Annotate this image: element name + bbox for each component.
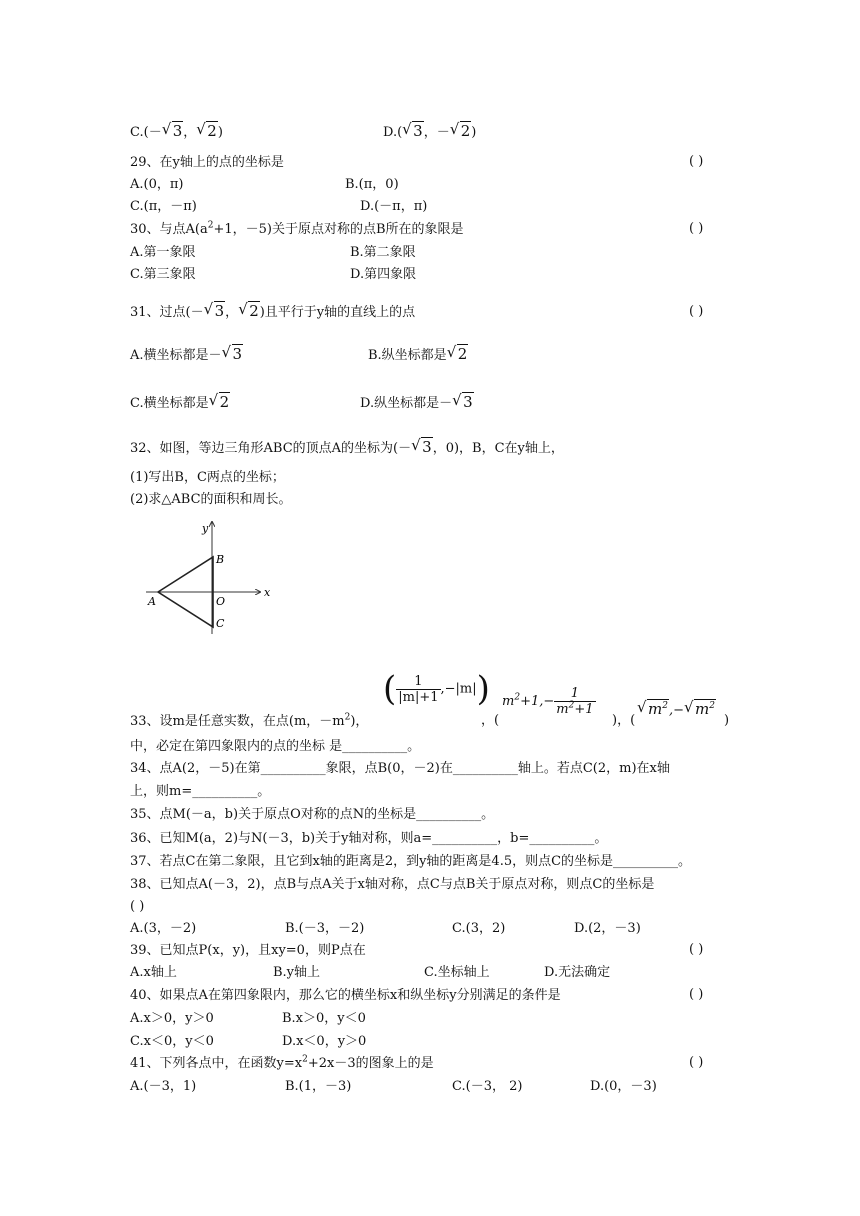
option-39a: A.x轴上 xyxy=(130,965,177,980)
question-41: 41、下列各点中，在函数$y=x^2+2x-3$的图象上的是 xyxy=(130,1054,434,1071)
option-41c: C.(－3， 2) xyxy=(452,1079,523,1094)
question-32-part2: (2)求△ABC的面积和周长。 xyxy=(130,492,292,507)
x-axis-label: x xyxy=(264,586,271,599)
question-33-line2: 中，必定在第四象限内的点的坐标 是__________。 xyxy=(130,739,421,754)
option-29c: C.(π，－π) xyxy=(130,199,197,214)
point-o-label: O xyxy=(216,595,226,608)
question-36: 36、已知M(a，2)与N(－3，b)关于y轴对称，则a=__________，b=__________。 xyxy=(130,831,608,846)
answer-paren-31[interactable]: ( ) xyxy=(689,304,704,319)
question-39: 39、已知点P(x，y)，且xy=0，则P点在 xyxy=(130,943,366,958)
comma-sep-1: ，( xyxy=(481,713,500,728)
point-a-label: A xyxy=(148,595,156,608)
option-39d: D.无法确定 xyxy=(544,965,611,980)
option-31c: C.横坐标都是√ 2 xyxy=(130,393,230,413)
answer-paren-40[interactable]: ( ) xyxy=(689,987,704,1002)
option-40b: B.x＞0，y＜0 xyxy=(282,1011,366,1026)
option-30c: C.第三象限 xyxy=(130,267,196,282)
answer-paren-29[interactable]: ( ) xyxy=(689,154,704,169)
answer-paren-30[interactable]: ( ) xyxy=(689,221,704,236)
option-41b: B.(1，－3) xyxy=(285,1079,352,1094)
option-31d: D.纵坐标都是－√ 3 xyxy=(360,393,474,413)
question-32-part1: (1)写出B，C两点的坐标； xyxy=(130,470,285,485)
option-38d: D.(2，－3) xyxy=(574,921,641,936)
option-30b: B.第二象限 xyxy=(350,245,416,260)
option-40d: D.x＜0，y＞0 xyxy=(282,1034,367,1049)
close-paren: ) xyxy=(724,713,730,728)
point-sqrt-3: √ $m^2,-√$ $m^2$ xyxy=(637,700,716,720)
question-40: 40、如果点A在第四象限内，那么它的横坐标x和纵坐标y分别满足的条件是 xyxy=(130,988,561,1003)
question-34-line2: 上，则m=__________。 xyxy=(130,784,271,799)
question-31: 31、过点(－√ 3，√ 2)且平行于y轴的直线上的点 xyxy=(130,302,415,322)
point-fraction-1: ( $\frac{1}{|m|+1}$ ,−|m|) xyxy=(383,669,490,709)
question-38: 38、已知点A(－3，2)，点B与点A关于x轴对称，点C与点B关于原点对称，则点C的坐标是 xyxy=(130,877,655,892)
question-33: 33、设m是任意实数，在点(m，$-m^2$)， xyxy=(130,712,369,729)
answer-paren-39[interactable]: ( ) xyxy=(689,942,704,957)
option-31b: B.纵坐标都是√ 2 xyxy=(368,345,468,365)
option-38c: C.(3，2) xyxy=(452,921,506,936)
comma-sep-2: )，( xyxy=(612,713,636,728)
y-axis-label: y xyxy=(202,522,209,535)
point-b-label: B xyxy=(216,553,225,566)
option-41d: D.(0，－3) xyxy=(590,1079,657,1094)
option-40a: A.x＞0，y＞0 xyxy=(130,1011,214,1026)
option-29a: A.(0，π) xyxy=(130,177,184,192)
option-41a: A.(－3，1) xyxy=(130,1079,197,1094)
option-28d: D.(√ 3，－√ 2) xyxy=(383,122,476,142)
option-39c: C.坐标轴上 xyxy=(424,965,490,980)
question-30: 30、与点$A(a^2+1$，－5)关于原点对称的点B所在的象限是 xyxy=(130,220,464,237)
option-28c: C.(－√ 3，√ 2) xyxy=(130,122,223,142)
question-35: 35、点M(－a，b)关于原点O对称的点N的坐标是__________。 xyxy=(130,807,495,822)
question-29: 29、在y轴上的点的坐标是 xyxy=(130,155,284,170)
option-29b: B.(π，0) xyxy=(345,177,399,192)
option-39b: B.y轴上 xyxy=(273,965,321,980)
option-31a: A.横坐标都是－√ 3 xyxy=(130,345,243,365)
option-38b: B.(－3，－2) xyxy=(285,921,365,936)
option-38a: A.(3，－2) xyxy=(130,921,197,936)
option-30d: D.第四象限 xyxy=(350,267,417,282)
option-30a: A.第一象限 xyxy=(130,245,196,260)
answer-paren-38[interactable]: ( ) xyxy=(130,899,145,914)
question-32: 32、如图，等边三角形ABC的顶点A的坐标为(－√ 3，0)，B，C在y轴上， xyxy=(130,438,564,458)
option-29d: D.(－π，π) xyxy=(360,199,428,214)
question-37: 37、若点C在第二象限，且它到x轴的距离是2，到y轴的距离是4.5，则点C的坐标是__________。 xyxy=(130,854,692,869)
question-34: 34、点A(2，－5)在第__________象限，点B(0，－2)在__________轴上。若点C(2，m)在x轴 xyxy=(130,761,670,776)
point-c-label: C xyxy=(216,617,225,630)
option-40c: C.x＜0，y＜0 xyxy=(130,1034,214,1049)
triangle-figure xyxy=(142,516,282,636)
point-fraction-2: $m^2+1,-$ $\frac{1}{m^2+1}$ xyxy=(502,686,594,717)
answer-paren-41[interactable]: ( ) xyxy=(689,1055,704,1070)
